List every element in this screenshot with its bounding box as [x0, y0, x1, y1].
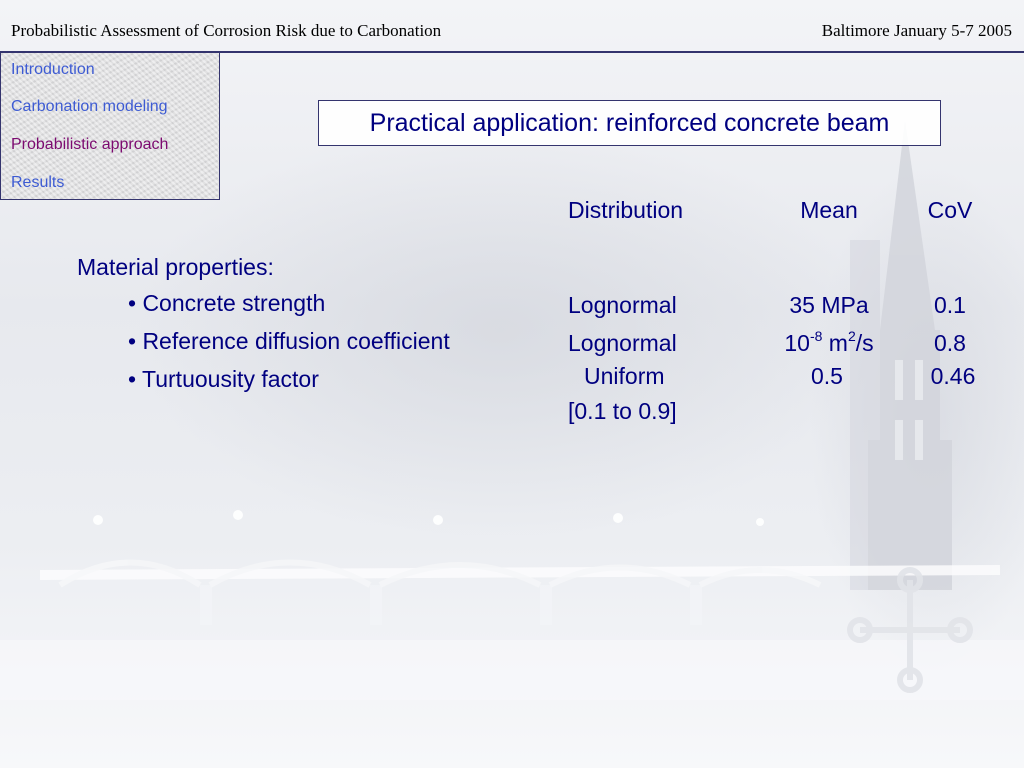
table-header-cov: CoV: [927, 197, 973, 223]
material-item-concrete-strength: • Concrete strength: [128, 290, 326, 316]
row3-distribution: Uniform: [584, 363, 665, 389]
table-header-mean: Mean: [800, 197, 858, 223]
row3-cov: 0.46: [930, 363, 976, 389]
nav-item-results[interactable]: Results: [11, 174, 65, 191]
nav-item-introduction[interactable]: Introduction: [11, 61, 95, 78]
row3-mean: 0.5: [811, 363, 843, 389]
nav-item-carbonation-modeling[interactable]: Carbonation modeling: [11, 98, 168, 115]
slide-title: Practical application: reinforced concrete beam: [318, 100, 941, 146]
nav-item-probabilistic-approach[interactable]: Probabilistic approach: [11, 136, 169, 153]
row2-cov: 0.8: [934, 330, 966, 356]
row1-distribution: Lognormal: [568, 292, 677, 318]
material-item-turtuousity-factor: • Turtuousity factor: [128, 366, 319, 392]
row1-mean: 35 MPa: [789, 292, 869, 318]
material-item-diffusion-coefficient: • Reference diffusion coefficient: [128, 328, 450, 354]
row2-distribution: Lognormal: [568, 330, 677, 356]
section-nav: [0, 53, 220, 200]
row2-mean: $10^{-8}$ $m^2/s$: [784, 328, 874, 356]
row3-range: [0.1 to 0.9]: [568, 398, 677, 424]
table-header-distribution: Distribution: [568, 197, 684, 223]
slide-header: [0, 0, 1024, 50]
event-info: Baltimore January 5-7 2005: [821, 21, 1012, 40]
presentation-title: Probabilistic Assessment of Corrosion Risk due to Carbonation: [11, 21, 442, 40]
material-properties-heading: Material properties:: [77, 254, 274, 280]
row1-cov: 0.1: [934, 292, 966, 318]
